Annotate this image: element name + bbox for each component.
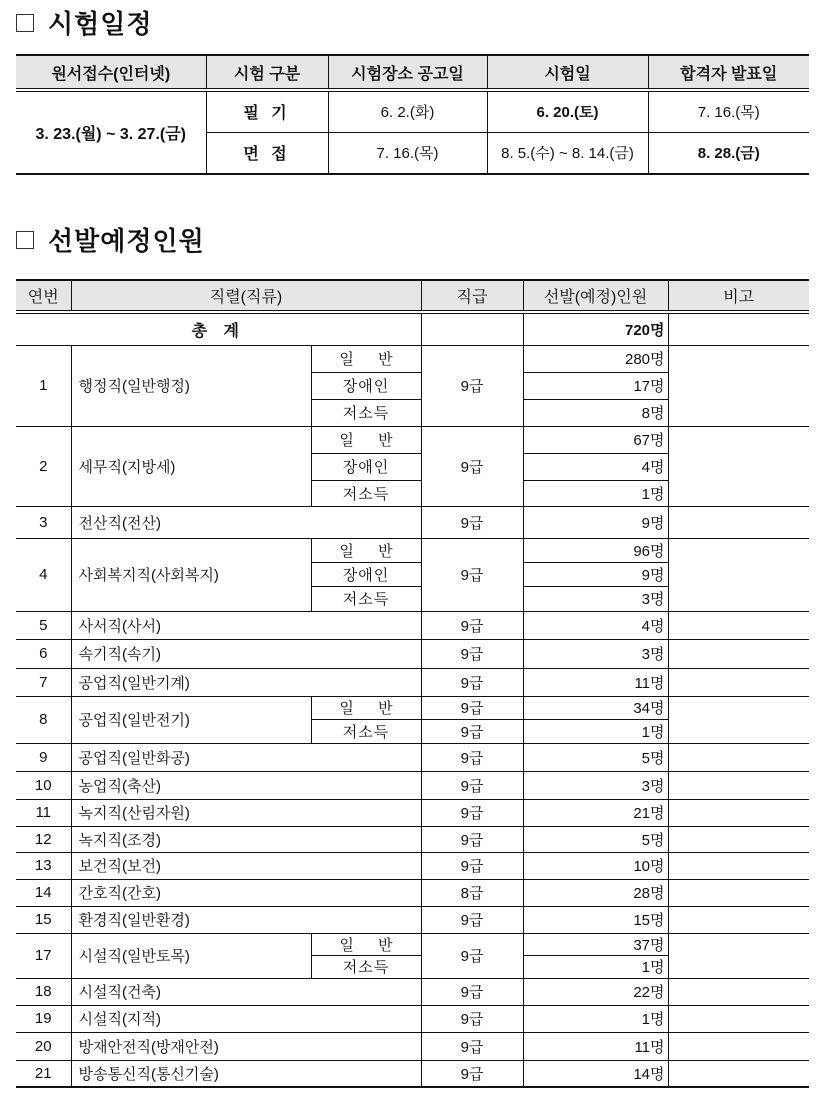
quota-section-title (16, 221, 205, 258)
count: 14명 (523, 1060, 668, 1087)
count: 1명 (523, 480, 668, 506)
header-exam-type: 시험 구분 (206, 55, 328, 90)
header-count: 선발(예정)인원 (523, 280, 668, 312)
result-date: 7. 16.(목) (648, 90, 809, 132)
header-remarks: 비고 (668, 280, 809, 312)
row-no: 20 (16, 1032, 71, 1060)
row-no: 7 (16, 668, 71, 696)
sub-type: 저소득 (311, 719, 421, 743)
remarks (668, 978, 809, 1005)
remarks (668, 426, 809, 506)
count: 11명 (523, 1032, 668, 1060)
row-no: 17 (16, 933, 71, 978)
count: 1명 (523, 955, 668, 978)
grade: 9급 (421, 611, 523, 639)
count: 8명 (523, 399, 668, 426)
job-series: 세무직(지방세) (71, 426, 311, 506)
job-series: 사회복지직(사회복지) (71, 538, 311, 611)
row-no: 13 (16, 852, 71, 879)
sub-type: 저소득 (311, 955, 421, 978)
remarks (668, 799, 809, 826)
header-grade: 직급 (421, 280, 523, 312)
count: 280명 (523, 345, 668, 372)
sub-type: 일 반 (311, 538, 421, 562)
table-row (16, 933, 809, 955)
job-series: 속기직(속기) (71, 639, 421, 668)
grade: 9급 (421, 696, 523, 719)
table-row (16, 799, 809, 826)
count: 10명 (523, 852, 668, 879)
row-no: 4 (16, 538, 71, 611)
remarks (668, 771, 809, 799)
count: 3명 (523, 639, 668, 668)
count: 1명 (523, 719, 668, 743)
table-row (16, 639, 809, 668)
count: 9명 (523, 506, 668, 538)
job-series: 공업직(일반기계) (71, 668, 421, 696)
job-series: 시설직(지적) (71, 1005, 421, 1032)
grade: 9급 (421, 826, 523, 852)
job-series: 시설직(일반토목) (71, 933, 311, 978)
table-row (16, 538, 809, 562)
row-no: 14 (16, 879, 71, 906)
grade: 9급 (421, 639, 523, 668)
row-no: 18 (16, 978, 71, 1005)
grade: 9급 (421, 906, 523, 933)
exam-type: 면 접 (206, 132, 328, 174)
row-no: 10 (16, 771, 71, 799)
total-label: 총 계 (16, 312, 421, 345)
schedule-header-row (16, 55, 809, 90)
grade: 9급 (421, 345, 523, 426)
exam-date: 6. 20.(토) (487, 90, 648, 132)
grade: 9급 (421, 743, 523, 771)
sub-type: 일 반 (311, 426, 421, 453)
table-row (16, 611, 809, 639)
grade: 9급 (421, 799, 523, 826)
job-series: 공업직(일반전기) (71, 696, 311, 743)
table-row (16, 1005, 809, 1032)
remarks (668, 1032, 809, 1060)
total-remarks (668, 312, 809, 345)
count: 21명 (523, 799, 668, 826)
remarks (668, 345, 809, 426)
job-series: 사서직(사서) (71, 611, 421, 639)
grade: 9급 (421, 1005, 523, 1032)
sub-type: 장애인 (311, 453, 421, 480)
remarks (668, 1005, 809, 1032)
remarks (668, 852, 809, 879)
table-row (16, 978, 809, 1005)
grade: 9급 (421, 1060, 523, 1087)
job-series: 전산직(전산) (71, 506, 421, 538)
count: 34명 (523, 696, 668, 719)
remarks (668, 696, 809, 743)
table-row (16, 345, 809, 372)
sub-type: 일 반 (311, 696, 421, 719)
table-row (16, 826, 809, 852)
sub-type: 일 반 (311, 345, 421, 372)
sub-type: 저소득 (311, 480, 421, 506)
header-result-date: 합격자 발표일 (648, 55, 809, 90)
count: 37명 (523, 933, 668, 955)
count: 22명 (523, 978, 668, 1005)
grade: 8급 (421, 879, 523, 906)
table-row (16, 668, 809, 696)
table-row (16, 1032, 809, 1060)
table-row (16, 743, 809, 771)
quota-header-row (16, 280, 809, 312)
job-series: 녹지직(조경) (71, 826, 421, 852)
remarks (668, 668, 809, 696)
venue-notice-date: 6. 2.(화) (328, 90, 487, 132)
table-row (16, 1060, 809, 1087)
row-no: 8 (16, 696, 71, 743)
row-no: 19 (16, 1005, 71, 1032)
grade: 9급 (421, 771, 523, 799)
job-series: 방재안전직(방재안전) (71, 1032, 421, 1060)
table-row (16, 506, 809, 538)
checkbox-square-icon (16, 231, 34, 249)
row-no: 5 (16, 611, 71, 639)
table-row (16, 852, 809, 879)
count: 96명 (523, 538, 668, 562)
result-date: 8. 28.(금) (648, 132, 809, 174)
job-series: 녹지직(산림자원) (71, 799, 421, 826)
schedule-title-text: 시험일정 (48, 10, 153, 40)
grade: 9급 (421, 506, 523, 538)
table-row (16, 906, 809, 933)
checkbox-square-icon (16, 14, 34, 32)
job-series: 환경직(일반환경) (71, 906, 421, 933)
recruitment-quota-table (16, 279, 809, 1088)
count: 17명 (523, 372, 668, 399)
total-grade (421, 312, 523, 345)
header-venue-notice: 시험장소 공고일 (328, 55, 487, 90)
row-no: 3 (16, 506, 71, 538)
job-series: 보건직(보건) (71, 852, 421, 879)
grade: 9급 (421, 538, 523, 611)
job-series: 행정직(일반행정) (71, 345, 311, 426)
row-no: 15 (16, 906, 71, 933)
count: 4명 (523, 611, 668, 639)
exam-schedule-table (16, 54, 809, 175)
table-row (16, 696, 809, 719)
total-count: 720명 (523, 312, 668, 345)
sub-type: 장애인 (311, 562, 421, 586)
grade: 9급 (421, 1032, 523, 1060)
table-row (16, 879, 809, 906)
job-series: 공업직(일반화공) (71, 743, 421, 771)
table-row (16, 771, 809, 799)
grade: 9급 (421, 933, 523, 978)
remarks (668, 506, 809, 538)
grade: 9급 (421, 852, 523, 879)
job-series: 농업직(축산) (71, 771, 421, 799)
row-no: 11 (16, 799, 71, 826)
count: 5명 (523, 826, 668, 852)
remarks (668, 826, 809, 852)
grade: 9급 (421, 978, 523, 1005)
count: 3명 (523, 586, 668, 611)
count: 67명 (523, 426, 668, 453)
job-series: 방송통신직(통신기술) (71, 1060, 421, 1087)
registration-period: 3. 23.(월) ~ 3. 27.(금) (16, 90, 206, 174)
sub-type: 일 반 (311, 933, 421, 955)
remarks (668, 906, 809, 933)
row-no: 9 (16, 743, 71, 771)
remarks (668, 611, 809, 639)
exam-date: 8. 5.(수) ~ 8. 14.(금) (487, 132, 648, 174)
venue-notice-date: 7. 16.(목) (328, 132, 487, 174)
schedule-section-title (16, 4, 152, 41)
remarks (668, 639, 809, 668)
header-registration: 원서접수(인터넷) (16, 55, 206, 90)
row-no: 1 (16, 345, 71, 426)
count: 9명 (523, 562, 668, 586)
total-row (16, 312, 809, 345)
row-no: 21 (16, 1060, 71, 1087)
remarks (668, 743, 809, 771)
grade: 9급 (421, 719, 523, 743)
remarks (668, 1060, 809, 1087)
row-no: 12 (16, 826, 71, 852)
row-no: 2 (16, 426, 71, 506)
header-exam-date: 시험일 (487, 55, 648, 90)
grade: 9급 (421, 426, 523, 506)
count: 3명 (523, 771, 668, 799)
count: 5명 (523, 743, 668, 771)
remarks (668, 933, 809, 978)
job-series: 간호직(간호) (71, 879, 421, 906)
count: 28명 (523, 879, 668, 906)
table-row (16, 426, 809, 453)
count: 15명 (523, 906, 668, 933)
header-no: 연번 (16, 280, 71, 312)
count: 11명 (523, 668, 668, 696)
exam-type: 필 기 (206, 90, 328, 132)
job-series: 시설직(건축) (71, 978, 421, 1005)
sub-type: 저소득 (311, 399, 421, 426)
sub-type: 장애인 (311, 372, 421, 399)
remarks (668, 879, 809, 906)
grade: 9급 (421, 668, 523, 696)
count: 1명 (523, 1005, 668, 1032)
count: 4명 (523, 453, 668, 480)
sub-type: 저소득 (311, 586, 421, 611)
quota-title-text: 선발예정인원 (48, 227, 205, 257)
remarks (668, 538, 809, 611)
header-job-series: 직렬(직류) (71, 280, 421, 312)
schedule-row-written (16, 90, 809, 132)
row-no: 6 (16, 639, 71, 668)
